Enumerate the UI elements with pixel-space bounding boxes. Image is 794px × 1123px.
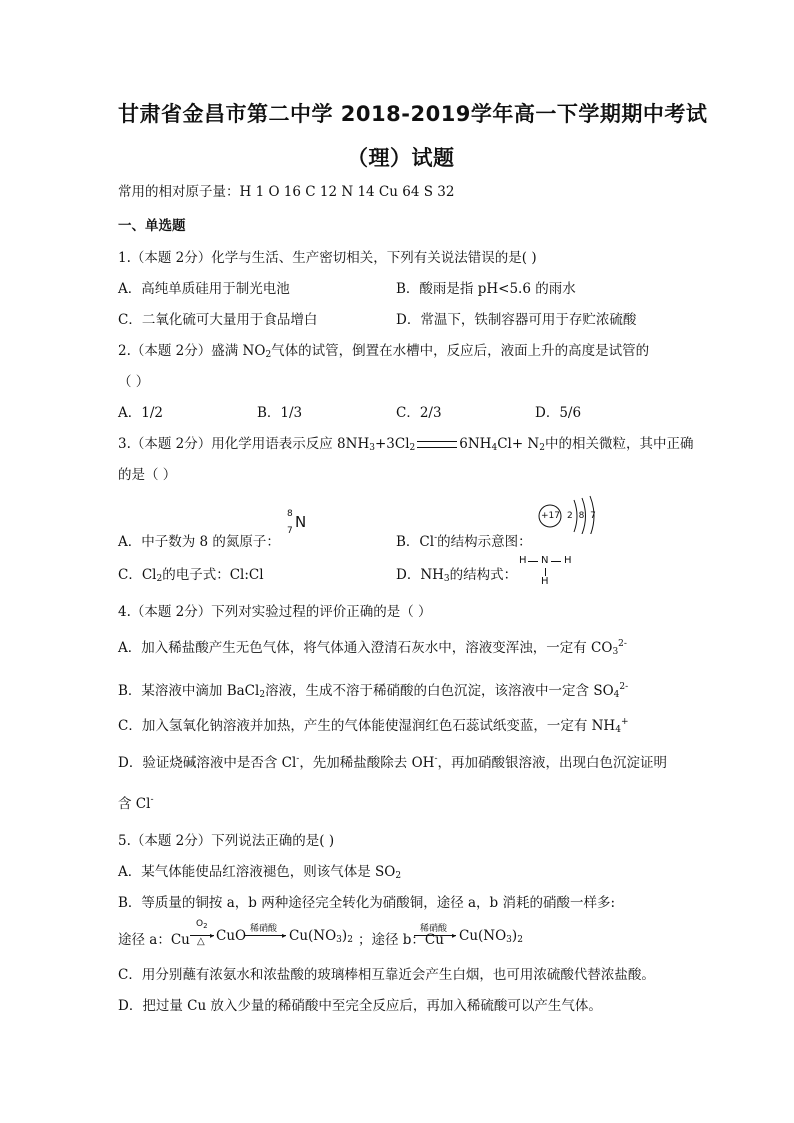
reaction-equals-sign [417,441,457,448]
question-1-option-d: D．常温下，铁制容器可用于存贮浓硫酸 [396,312,637,328]
question-1-option-c: C．二氧化硫可大量用于食品增白 [118,312,318,328]
struct-h-bottom: H [541,576,549,587]
route-b-label: ；途径 b：Cu [358,932,444,948]
question-3-option-d: D．$NH_3$的结构式： [396,567,518,584]
route-a-acid: 稀硝酸 [250,924,278,934]
route-a-arrow-1-head: ▸ [210,931,215,940]
question-4-option-d: D．验证烧碱溶液中是否含 Cl-，先加稀盐酸除去 OH-，再加硝酸银溶液，出现白色沉淀证明 [118,754,667,771]
route-b-arrow [414,935,456,936]
struct-bond-right [551,561,561,562]
question-3-option-b: B．Cl-的结构示意图： [396,533,532,550]
question-5-option-b: B．等质量的铜按 a，b 两种途径完全转化为硝酸铜，途径 a，b 消耗的硝酸一样多: [118,895,616,911]
question-4-option-a: A．加入稀盐酸产生无色气体，将气体通入澄清石灰水中，溶液变浑浊，一定有 $CO_3^{2-}$ [118,639,627,657]
question-3-option-a: A．中子数为 8 的氮原子： [118,534,280,550]
route-a-arrow-2 [244,935,286,936]
route-a-heat: △ [197,936,205,947]
atomic-masses: 常用的相对原子量：H 1 O 16 C 12 N 14 Cu 64 S 32 [118,184,455,200]
question-3-stem: 3.（本题 2分）用化学用语表示反应 $8NH_3+3Cl_2$ $6NH_4Cl+ N_2$中的相关微粒，其中正确 [118,436,694,453]
question-5-option-d: D．把过量 Cu 放入少量的稀硝酸中至完全反应后，再加入稀硫酸可以产生气体。 [118,998,602,1014]
route-b-acid: 稀硝酸 [420,924,448,934]
question-2-stem: 2.（本题 2分）盛满 $NO_2$气体的试管，倒置在水槽中，反应后，液面上升的高度是试管的 [118,343,650,360]
question-4-option-c: C．加入氢氧化钠溶液并加热，产生的气体能使湿润红色石蕊试纸变蓝，一定有 $NH_4^+$ [118,717,629,735]
route-a-arrow-2-head: ▸ [282,931,287,940]
route-a-label: 途径 a：Cu [118,932,190,948]
question-2-option-c: C．2/3 [396,405,442,421]
struct-h-right: H [564,555,572,566]
question-1-option-b: B．酸雨是指 pH<5.6 的雨水 [396,281,576,297]
struct-bond-down [545,568,546,576]
question-2-option-d: D．5/6 [535,405,582,421]
page-title: 甘肃省金昌市第二中学 2018-2019学年高一下学期期中考试 [118,102,708,126]
question-1-option-a: A．高纯单质硅用于制光电池 [118,281,290,297]
shell-nucleus-charge: +17 [541,511,560,521]
struct-bond-left [528,561,538,562]
shell-electron-counts: 2 8 7 [567,511,596,521]
question-2-option-b: B．1/3 [257,405,303,421]
route-a-cuo: CuO [216,928,247,944]
question-1-stem: 1.（本题 2分）化学与生活、生产密切相关，下列有关说法错误的是( ) [118,250,537,266]
struct-h-left: H [519,555,527,566]
question-3-option-c: C．$Cl_2$的电子式：Cl:Cl [118,567,264,584]
nuclide-mass-number: 8 [287,509,293,519]
question-4-stem: 4.（本题 2分）下列对实验过程的评价正确的是（ ） [118,604,432,620]
route-b-product: $Cu(NO_3)_2$ [459,928,523,945]
question-3-stem-line2: 的是（ ） [118,467,177,483]
route-a-product: $Cu(NO_3)_2$ [289,928,353,945]
question-5-stem: 5.（本题 2分）下列说法正确的是( ) [118,833,335,849]
question-5-option-c: C．用分别蘸有浓氨水和浓盐酸的玻璃棒相互靠近会产生白烟，也可用浓硫酸代替浓盐酸。 [118,967,655,983]
struct-n: N [541,555,549,566]
question-5-option-a: A．某气体能使品红溶液褪色，则该气体是 $SO_2$ [118,864,402,881]
section-heading: 一、单选题 [118,218,186,234]
route-a-o2: $O_2$ [196,919,208,930]
question-4-option-d-line2: 含 Cl- [118,795,154,812]
question-4-option-b: B．某溶液中滴加 BaCl$_2$溶液，生成不溶于稀硝酸的白色沉淀，该溶液中一定含 $SO_4^{2-}$ [118,682,629,700]
nuclide-symbol: N [295,513,307,531]
question-2-paren: （ ） [118,374,150,390]
nuclide-atomic-number: 7 [287,526,293,536]
question-2-option-a: A．1/2 [118,405,163,421]
route-b-arrow-head: ▸ [452,931,457,940]
page-subtitle: （理）试题 [347,146,455,170]
